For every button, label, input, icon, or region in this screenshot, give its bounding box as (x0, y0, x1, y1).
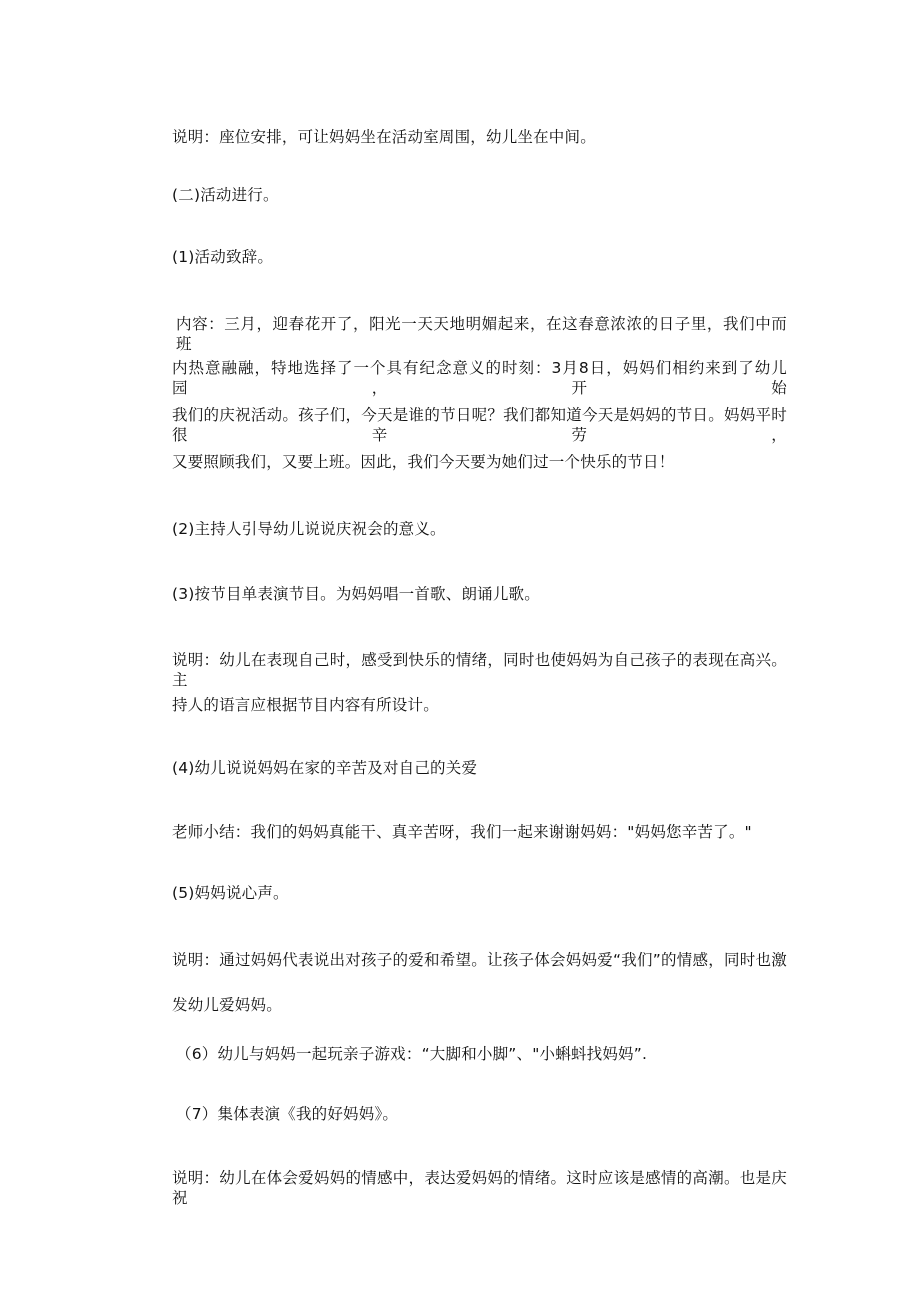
paragraph-mother-note-line-1: 说明：通过妈妈代表说出对孩子的爱和希望。让孩子体会妈妈爱“我们”的情感，同时也激 (172, 951, 787, 969)
step-heading-5: (5)妈妈说心声。 (172, 884, 289, 902)
paragraph-performance-note-line-2: 持人的语言应根据节目内容有所设计。 (172, 696, 439, 714)
paragraph-mother-note-line-2: 发幼儿爱妈妈。 (172, 996, 282, 1014)
step-heading-2: (2)主持人引导幼儿说说庆祝会的意义。 (172, 520, 446, 538)
step-heading-3: (3)按节目单表演节目。为妈妈唱一首歌、朗诵儿歌。 (172, 585, 540, 603)
step-heading-6: （6）幼儿与妈妈一起玩亲子游戏：“大脚和小脚”、"小蝌蚪找妈妈”. (176, 1045, 648, 1063)
paragraph-content-line-2: 内热意融融，特地选择了一个具有纪念意义的时刻：3月8日，妈妈们相约来到了幼儿园，开始 (172, 359, 787, 397)
paragraph-content-line-1: 内容：三月，迎春花开了，阳光一天天地明媚起来，在这春意浓浓的日子里，我们中而班 (176, 315, 787, 353)
paragraph-content-line-3: 我们的庆祝活动。孩子们，今天是谁的节日呢？我们都知道今天是妈妈的节日。妈妈平时很辛劳， (172, 406, 787, 444)
step-heading-7: （7）集体表演《我的好妈妈》。 (176, 1105, 399, 1123)
paragraph-emotion-note-line-1: 说明：幼儿在体会爱妈妈的情感中，表达爱妈妈的情绪。这时应该是感情的高潮。也是庆祝 (172, 1169, 787, 1207)
paragraph-content-line-4: 又要照顾我们，又要上班。因此，我们今天要为她们过一个快乐的节日！ (172, 453, 675, 471)
step-heading-4: (4)幼儿说说妈妈在家的辛苦及对自己的关爱 (172, 759, 478, 777)
paragraph-teacher-summary: 老师小结：我们的妈妈真能干、真辛苦呀，我们一起来谢谢妈妈："妈妈您辛苦了。" (172, 823, 752, 841)
section-heading-activity: (二)活动进行。 (172, 186, 279, 204)
paragraph-seating-note: 说明：座位安排，可让妈妈坐在活动室周围，幼儿坐在中间。 (172, 128, 596, 146)
step-heading-1: (1)活动致辞。 (172, 248, 274, 266)
paragraph-performance-note-line-1: 说明：幼儿在表现自己时，感受到快乐的情绪，同时也使妈妈为自己孩子的表现在高兴。主 (172, 651, 787, 689)
